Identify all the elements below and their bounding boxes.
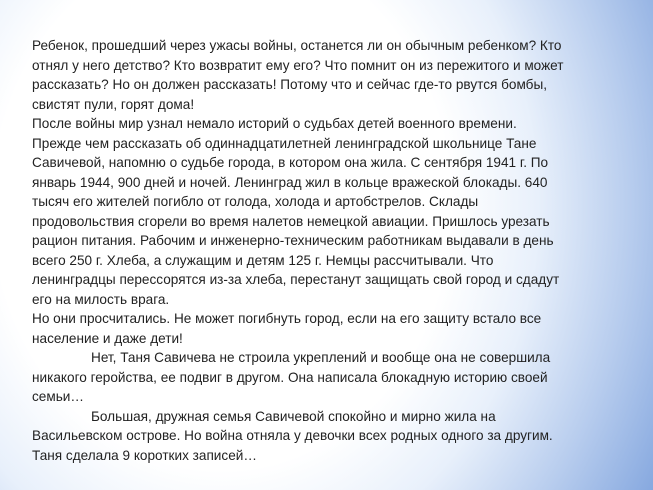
text-line: После войны мир узнал немало историй о судьбах детей военного времени. (32, 116, 517, 131)
text-line: рассказать? Но он должен рассказать! Потому что и сейчас где-то рвутся бомбы, (32, 77, 547, 92)
text-line: семьи… (32, 389, 84, 404)
text-line: Васильевском острове. Но война отняла у девочки всех родных одного за другим. (32, 428, 553, 443)
text-line: Савичевой, напомню о судьбе города, в котором она жила. С сентября 1941 г. По (32, 155, 549, 170)
text-line: ленинградцы перессорятся из-за хлеба, перестанут защищать свой город и сдадут (32, 272, 560, 287)
text-line: население и даже дети! (32, 330, 183, 346)
text-line: январь 1944, 900 дней и ночей. Ленинград жил в кольце вражеской блокады. 640 (32, 174, 548, 190)
text-line: продовольствия сгорели во время налетов немецкой авиации. Пришлось урезать (32, 213, 550, 229)
text-line: Прежде чем рассказать об одиннадцатилетней ленинградской школьнице Тане (32, 135, 537, 151)
text-line: рацион питания. Рабочим и инженерно-техническим работникам выдавали в день (32, 233, 554, 248)
text-line: никакого геройства, ее подвиг в другом. Она написала блокадную историю своей (32, 369, 548, 385)
paragraph-leningrad-blockade (32, 114, 632, 309)
text-line: Нет, Таня Савичева не строила укреплений и вообще она не совершила (91, 350, 551, 365)
paragraph-child-of-war (32, 36, 632, 114)
text-line: тысяч его жителей погибло от голода, холода и артобстрелов. Склады (32, 194, 479, 209)
text-line: всего 250 г. Хлеба, а служащим и детям 125 г. Немцы рассчитывали. Что (32, 252, 494, 268)
text-line: Большая, дружная семья Савичевой спокойно и мирно жила на (91, 408, 496, 424)
paragraph-savichev-family (32, 407, 632, 466)
paragraph-miscalculated (32, 309, 632, 348)
slide-text-body (32, 36, 632, 465)
text-line: его на милость врага. (32, 291, 170, 307)
text-line: свистят пули, горят дома! (32, 96, 195, 112)
text-line: Таня сделала 9 коротких записей… (32, 447, 257, 463)
paragraph-tanya-feat (32, 348, 632, 407)
text-line: Ребенок, прошедший через ужасы войны, останется ли он обычным ребенком? Кто (32, 38, 562, 53)
text-line: Но они просчитались. Не может погибнуть город, если на его защиту встало все (32, 311, 542, 326)
text-line: отнял у него детство? Кто возвратит ему его? Что помнит он из пережитого и может (32, 57, 564, 73)
